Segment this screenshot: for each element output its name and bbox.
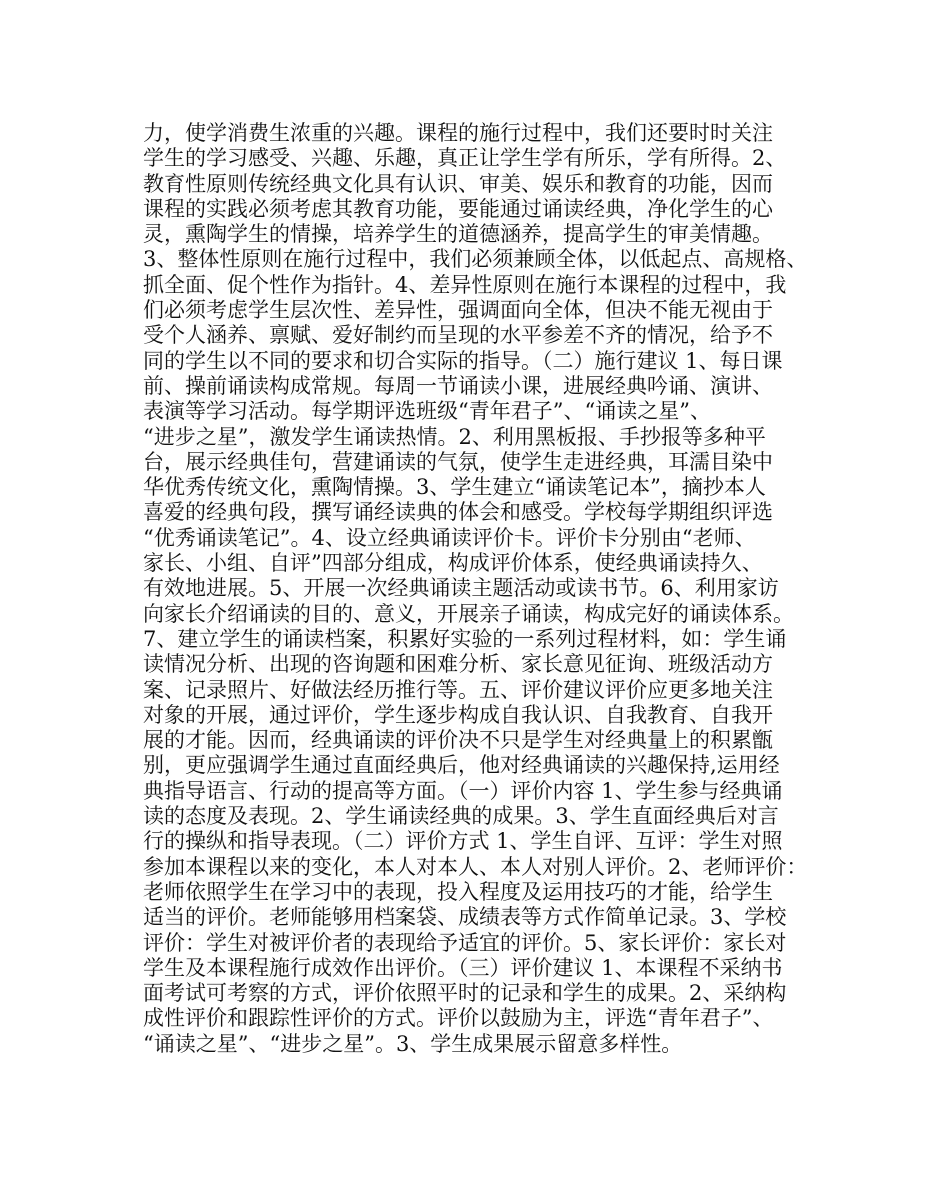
text-line: 3、整体性原则在施行过程中，我们必须兼顾全体，以低起点、高规格、 xyxy=(143,247,808,272)
text-line: 面考试可考察的方式，评价依照平时的记录和学生的成果。2、采纳构 xyxy=(143,981,787,1006)
text-line: 喜爱的经典句段，撰写诵经读典的体会和感受。学校每学期组织评选 xyxy=(143,500,773,525)
text-line: “诵读之星”、“进步之星”。3、学生成果展示留意多样性。 xyxy=(143,1031,683,1056)
text-line: 台，展示经典佳句，营建诵读的气氛，使学生走进经典，耳濡目染中 xyxy=(143,449,773,474)
text-line: 读的态度及表现。2、学生诵读经典的成果。3、学生直面经典后对言 xyxy=(143,804,779,829)
text-line: 参加本课程以来的变化，本人对本人、本人对别人评价。2、老师评价： xyxy=(143,854,808,879)
text-line: 读情况分析、出现的咨询题和困难分析、家长意见征询、班级活动方 xyxy=(143,652,773,677)
text-line: 们必须考虑学生层次性、差异性，强调面向全体，但决不能无视由于 xyxy=(143,298,773,323)
text-line: 学生及本课程施行成效作出评价。（三）评价建议 1、本课程不采纳书 xyxy=(143,955,783,980)
text-line: 学生的学习感受、兴趣、乐趣，真正让学生学有所乐，学有所得。2、 xyxy=(143,146,787,171)
text-line: 典指导语言、行动的提高等方面。（一）评价内容 1、学生参与经典诵 xyxy=(143,778,783,803)
text-line: 教育性原则传统经典文化具有认识、审美、娱乐和教育的功能，因而 xyxy=(143,171,773,196)
text-line: 展的才能。因而，经典诵读的评价决不只是学生对经典量上的积累甑 xyxy=(143,728,773,753)
text-line: 有效地进展。5、开展一次经典诵读主题活动或读书节。6、利用家访 xyxy=(143,576,779,601)
text-line: 行的操纵和指导表现。（二）评价方式 1、学生自评、互评：学生对照 xyxy=(143,829,783,854)
text-line: 同的学生以不同的要求和切合实际的指导。（二）施行建议 1、每日课 xyxy=(143,348,783,373)
text-line: 力，使学消费生浓重的兴趣。课程的施行过程中，我们还要时时关注 xyxy=(143,121,773,145)
body-text xyxy=(143,121,843,1057)
text-line: 向家长介绍诵读的目的、意义，开展亲子诵读，构成完好的诵读体系。 xyxy=(143,601,794,626)
text-line: 7、建立学生的诵读档案，积累好实验的一系列过程材料，如：学生诵 xyxy=(143,626,787,651)
text-line: 抓全面、促个性作为指针。4、差异性原则在施行本课程的过程中，我 xyxy=(143,272,787,297)
text-line: 灵，熏陶学生的情操，培养学生的道德涵养，提高学生的审美情趣。 xyxy=(143,222,773,247)
text-line: 案、记录照片、好做法经历推行等。五、评价建议评价应更多地关注 xyxy=(143,677,773,702)
text-line: 前、操前诵读构成常规。每周一节诵读小课，进展经典吟诵、演讲、 xyxy=(143,373,773,398)
text-line: 受个人涵养、禀赋、爱好制约而呈现的水平参差不齐的情况，给予不 xyxy=(143,323,773,348)
text-line: 课程的实践必须考虑其教育功能，要能通过诵读经典，净化学生的心 xyxy=(143,196,773,221)
text-line: 对象的开展，通过评价，学生逐步构成自我认识、自我教育、自我开 xyxy=(143,702,773,727)
text-line: 成性评价和跟踪性评价的方式。评价以鼓励为主，评选“青年君子”、 xyxy=(143,1006,774,1031)
text-line: 评价：学生对被评价者的表现给予适宜的评价。5、家长评价：家长对 xyxy=(143,930,787,955)
text-line: 别，更应强调学生通过直面经典后，他对经典诵读的兴趣保持,运用经 xyxy=(143,753,780,778)
text-line: 华优秀传统文化，熏陶情操。3、学生建立“诵读笔记本”，摘抄本人 xyxy=(143,475,766,500)
text-line: “优秀诵读笔记”。4、设立经典诵读评价卡。评价卡分别由“老师、 xyxy=(143,525,756,550)
text-line: 家长、小组、自评”四部分组成，构成评价体系，使经典诵读持久、 xyxy=(143,551,763,576)
text-line: 老师依照学生在学习中的表现，投入程度及运用技巧的才能，给学生 xyxy=(143,879,773,904)
text-line: 表演等学习活动。每学期评选班级“青年君子”、“诵读之星”、 xyxy=(143,399,711,424)
text-line: “进步之星”，激发学生诵读热情。2、利用黑板报、手抄报等多种平 xyxy=(143,424,766,449)
text-line: 适当的评价。老师能够用档案袋、成绩表等方式作简单记录。3、学校 xyxy=(143,905,787,930)
